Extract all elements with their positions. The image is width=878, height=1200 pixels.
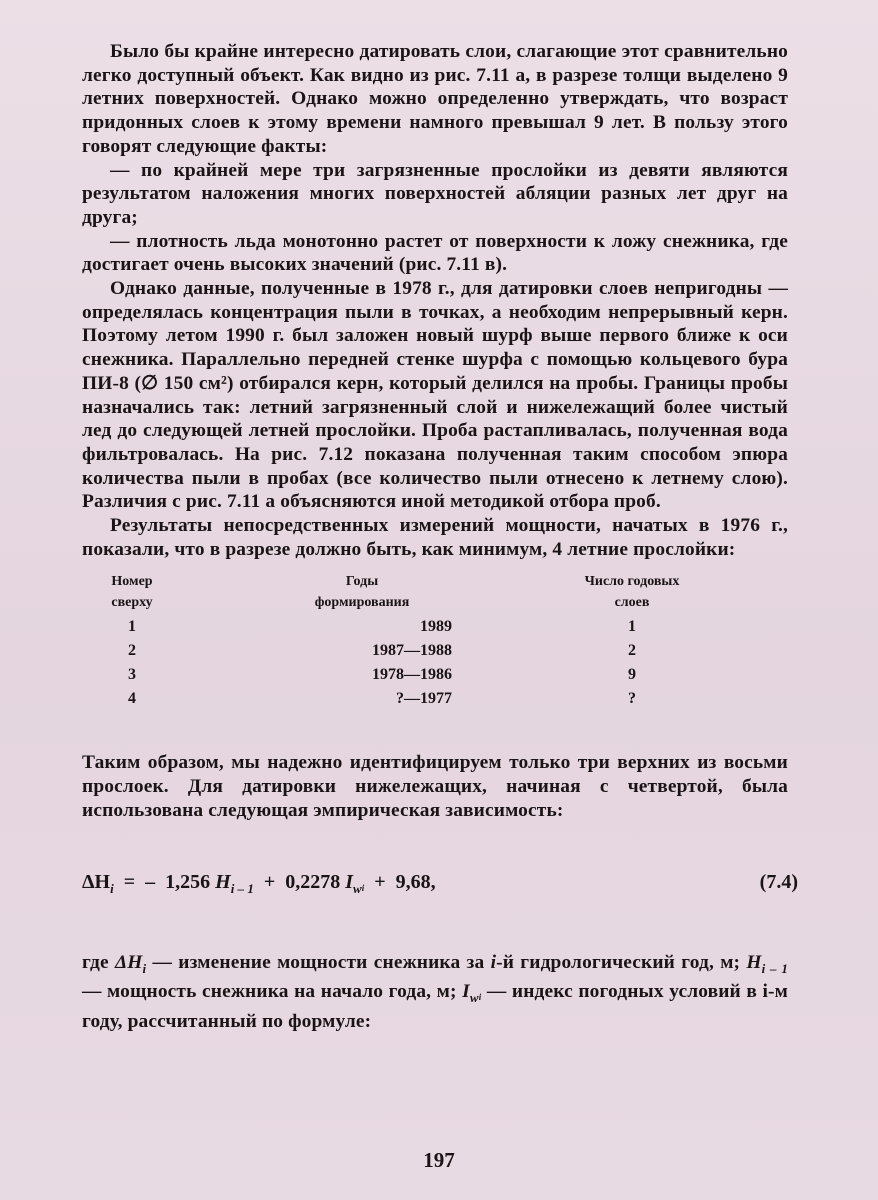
cell-layers: 1 [628,618,636,636]
cell-number: 3 [128,666,136,684]
cell-years: 1978—1986 [372,666,452,684]
layers-table [82,571,788,711]
paragraph-1: Было бы крайне интересно датировать слои, слагающие этот сравнительно легко доступный объект. Как видно из рис. 7.11 а, в разрезе толщи выделено 9 летних поверхностей. Однако можно определенно утверждать, что возраст придонных слоев к этому времени намного превышал 9 лет. В пользу этого говорят следующие факты: [82,41,788,157]
paragraph-5: Результаты непосредственных измерений мощности, начатых в 1976 г., показали, что в разрезе должно быть, как минимум, 4 летние прослойки: [82,515,788,560]
table-row [82,615,788,639]
header-number: Номер сверху [111,574,153,611]
cell-years: ?—1977 [396,690,452,708]
cell-number: 4 [128,690,136,708]
equation-7-4 [82,870,798,911]
table-row [82,663,788,687]
equation-expression: $\Delta H_i$ = – 1,256 $H_{i - 1} + 0,2278$ $I_wi + 9,68$, [82,870,436,896]
page-number: 197 [423,1148,455,1172]
spacer [82,711,788,751]
paragraph-2: — по крайней мере три загрязненные прослойки из девяти являются результатом наложения многих поверхностей абляции разных лет друг на друга; [82,159,788,228]
header-years: Годы формирования [314,574,410,611]
cell-layers: 2 [628,642,636,660]
table-row [82,639,788,663]
paragraph-3: — плотность льда монотонно растет от поверхности к ложу снежника, где достигает очень высоких значений (рис. 7.11 в). [82,230,788,276]
table-body [82,615,788,711]
table-row [82,687,788,711]
cell-years: 1987—1988 [372,642,452,660]
cell-years: 1989 [420,618,452,636]
cell-number: 2 [128,642,136,660]
equation-number: (7.4) [759,870,798,893]
table-header [82,571,788,613]
cell-layers: ? [628,690,636,708]
where-paragraph: где $\Delta H_i$ — изменение мощности снежника за i-й гидрологический год, м; $H_{i - 1}$ — мощность снежника на начало года, м; $I_wi$ — индекс погодных условий в i-м году, рассчитанный по формуле: [82,951,788,1032]
cell-number: 1 [128,618,136,636]
cell-layers: 9 [628,666,636,684]
paragraph-6: Таким образом, мы надежно идентифицируем только три верхних из восьми прослоек. Для датировки нижележащих, начиная с четвертой, была использована следующая эмпирическая зависимость: [82,752,788,821]
paragraph-4: Однако данные, полученные в 1978 г., для датировки слоев непригодны — определялась концентрация пыли в точках, а необходим непрерывный керн. Поэтому летом 1990 г. был заложен новый шурф выше первого ближе к оси снежника. Параллельно передней стенке шурфа с помощью кольцевого бура ПИ-8 (∅ 150 см²) отбирался керн, который делился на пробы. Границы пробы назначались так: летний загрязненный слой и нижележащий более чистый лед до следующей летней прослойки. Проба растапливалась, полученная вода фильтровалась. На рис. 7.12 показана полученная таким способом эпюра количества пыли в пробах (все количество пыли отнесено к летнему слою). Различия с рис. 7.11 а объясняются иной методикой отбора проб. [82,278,788,513]
header-layers: Число годовых слоев [584,574,680,611]
